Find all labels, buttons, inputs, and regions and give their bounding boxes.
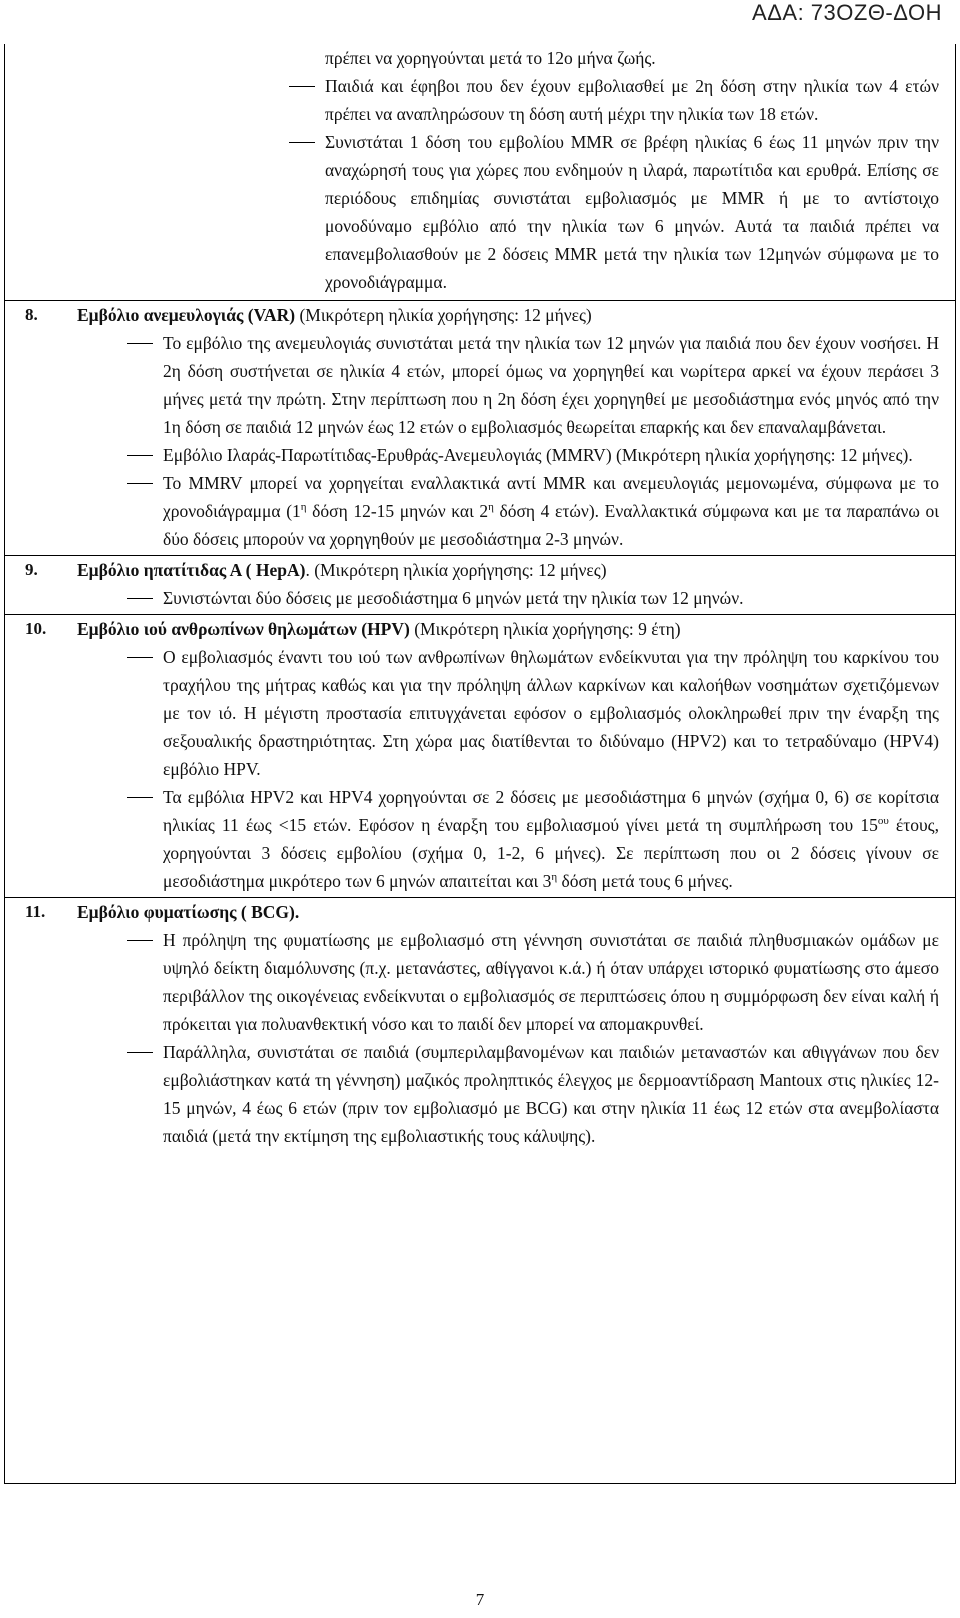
section-body [77, 301, 955, 556]
section-row-11 [5, 898, 955, 1151]
page-number: 7 [475, 1590, 485, 1609]
section-title: Εμβόλιο ανεμευλογιάς (VAR) [77, 305, 296, 325]
bullet-text: Παράλληλα, συνιστάται σε παιδιά (συμπεριλαμβανομένων και παιδιών μεταναστών και αθιγγάνων που δεν εμβολιάστηκαν κατά τη γέννηση) μαζικός προληπτικός έλεγχος με δερμοαντίδραση Mantoux στις ηλικίες 12-15 μηνών, 4 έως 6 ετών (πριν τον εμβολιασμό με BCG) και στην ηλικία 11 έως 12 ετών στα ανεμβολίαστα παιδιά (μετά την εκτίμηση της εμβολιαστικής τους κάλυψης). [163, 1042, 939, 1146]
document-table-frame [4, 44, 956, 1484]
section-number: 9. [5, 556, 77, 615]
bullet-item [77, 584, 939, 614]
section-heading [77, 301, 939, 329]
bullet-item [77, 643, 939, 783]
section-body [77, 615, 955, 898]
section-body [77, 898, 955, 1151]
section-row-10 [5, 615, 955, 898]
bullet-item [77, 441, 939, 469]
bullet-item [77, 469, 939, 555]
section-title: Εμβόλιο φυματίωσης ( BCG). [77, 902, 300, 922]
bullet-text-hpv: Τα εμβόλια HPV2 και HPV4 χορηγούνται σε 2 δόσεις με μεσοδιάστημα 6 μηνών (σχήμα 0, 6) σε κορίτσια ηλικίας 11 έως <15 ετών. Εφόσον η έναρξη του εμβολιασμού γίνει μετά τη συμπλήρωση του $15^{o\upsilon}$ έτους, χορηγούνται 3 δόσεις εμβολίου (σχήμα 0, 1-2, 6 μήνες). Σε περίπτωση που οι 2 δόσεις γίνουν σε μεσοδιάστημα μικρότερο των 6 μηνών απαιτείται και $3^\eta$ δόση μετά τους 6 μήνες. [163, 787, 939, 891]
bullet-item [77, 1038, 939, 1150]
section-subtitle: (Μικρότερη ηλικία χορήγησης: 12 μήνες) [295, 305, 592, 325]
section-title: Εμβόλιο ηπατίτιδας Α ( HepA) [77, 560, 306, 580]
section-heading [77, 898, 939, 926]
section-row-8 [5, 301, 955, 556]
section-heading [77, 615, 939, 643]
section-number: 8. [5, 301, 77, 556]
continuation-bullet [165, 72, 939, 128]
section-number: 11. [25, 902, 46, 921]
section-heading [77, 556, 939, 584]
bullet-text: Εμβόλιο Ιλαράς-Παρωτίτιδας-Ερυθράς-Ανεμευλογιάς (MMRV) (Μικρότερη ηλικία χορήγησης: 12 μήνες). [163, 445, 913, 465]
continuation-bullet [165, 128, 939, 296]
section-body [77, 556, 955, 615]
bullet-text: Παιδιά και έφηβοι που δεν έχουν εμβολιασθεί με 2η δόση στην ηλικία των 4 ετών πρέπει να αναπληρώσουν τη δόση αυτή μέχρι την ηλικία των 18 ετών. [325, 76, 939, 124]
bullet-item [77, 329, 939, 441]
section-title: Εμβόλιο ιού ανθρωπίνων θηλωμάτων (HPV) [77, 619, 410, 639]
section-number: 10. [5, 615, 77, 898]
bullet-item [77, 783, 939, 897]
bullet-text: Η πρόληψη της φυματίωσης με εμβολιασμό στη γέννηση συνιστάται σε παιδιά πληθυσμιακών ομάδων με υψηλό δείκτη διαμόλυνσης (π.χ. μετανάστες, αθίγγανοι κ.ά.) ή όταν υπάρχει ιστορικό φυματίωσης στο άμεσο περιβάλλον της οικογένειας ενδείκνυται ο εμβολιασμός σε περιπτώσεις όπου η συμμόρφωση δεν είναι καλή ή πρόκειται για πολυανθεκτική νόσο και το παιδί δεν μπορεί να απομακρυνθεί. [163, 930, 939, 1034]
continuation-cell [5, 44, 955, 301]
bullet-text: Το εμβόλιο της ανεμευλογιάς συνιστάται μετά την ηλικία των 12 μηνών για παιδιά που δεν έχουν νοσήσει. Η 2η δόση συστήνεται σε ηλικία 4 ετών, μπορεί όμως να χορηγηθεί και νωρίτερα αρκεί να έχουν περάσει 3 μήνες μετά την πρώτη. Στην περίπτωση που η 2η δόση έχει χορηγηθεί με μεσοδιάστημα ενός μηνός από την 1η δόση σε παιδιά 12 μηνών έως 12 ετών ο εμβολιασμός θεωρείται επαρκής και δεν επαναλαμβάνεται. [163, 333, 939, 437]
continuation-row [5, 44, 955, 301]
continuation-first-line: πρέπει να χορηγούνται μετά το 12ο μήνα ζωής. [325, 48, 656, 68]
bullet-item [77, 926, 939, 1038]
bullet-text: Συνιστάται 1 δόση του εμβολίου MMR σε βρέφη ηλικίας 6 έως 11 μηνών πριν την αναχώρησή τους για χώρες που ενδημούν η ιλαρά, παρωτίτιδα και ερυθρά. Επίσης σε περιόδους επιδημίας συνιστάται εμβολιασμός με MMR ή με το αντίστοιχο μονοδύναμο εμβόλιο από την ηλικία των 6 μηνών. Αυτά τα παιδιά πρέπει να επανεμβολιασθούν με 2 δόσεις MMR μετά την ηλικία των 12μηνών σύμφωνα με το χρονοδιάγραμμα. [325, 132, 939, 292]
bullet-text-mmrv: Το MMRV μπορεί να χορηγείται εναλλακτικά αντί MMR και ανεμευλογιάς μεμονωμένα, σύμφωνα με το χρονοδιάγραμμα ($1^\eta$ δόση 12-15 μηνών και $2^\eta$ δόση 4 ετών). Εναλλακτικά σύμφωνα και με τα παραπάνω οι δύο δόσεις μπορούν να χορηγηθούν με μεσοδιάστημα 2-3 μηνών. [163, 473, 939, 549]
bullet-text: Ο εμβολιασμός έναντι του ιού των ανθρωπίνων θηλωμάτων ενδείκνυται για την πρόληψη του καρκίνου του τραχήλου της μήτρας καθώς και για την πρόληψη άλλων καρκίνων και καλοήθων νοσημάτων σχετιζόμενων με τον ιό. Η μέγιστη προστασία επιτυγχάνεται εφόσον ο εμβολιασμός ολοκληρωθεί πριν την έναρξη της σεξουαλικής δραστηριότητας. Στη χώρα μας διατίθενται το διδύναμο (HPV2) και το τετραδύναμο (HPV4) εμβόλιο HPV. [163, 647, 939, 779]
bullet-text: Συνιστώνται δύο δόσεις με μεσοδιάστημα 6 μηνών μετά την ηλικία των 12 μηνών. [163, 588, 744, 608]
section-row-9 [5, 556, 955, 615]
ada-code: ΑΔΑ: 73ΟΖΘ-ΔΟΗ [752, 0, 942, 25]
section-subtitle: (Μικρότερη ηλικία χορήγησης: 9 έτη) [409, 619, 681, 639]
section-subtitle: . (Μικρότερη ηλικία χορήγησης: 12 μήνες) [305, 560, 607, 580]
vaccination-guidelines-table [5, 44, 955, 1150]
